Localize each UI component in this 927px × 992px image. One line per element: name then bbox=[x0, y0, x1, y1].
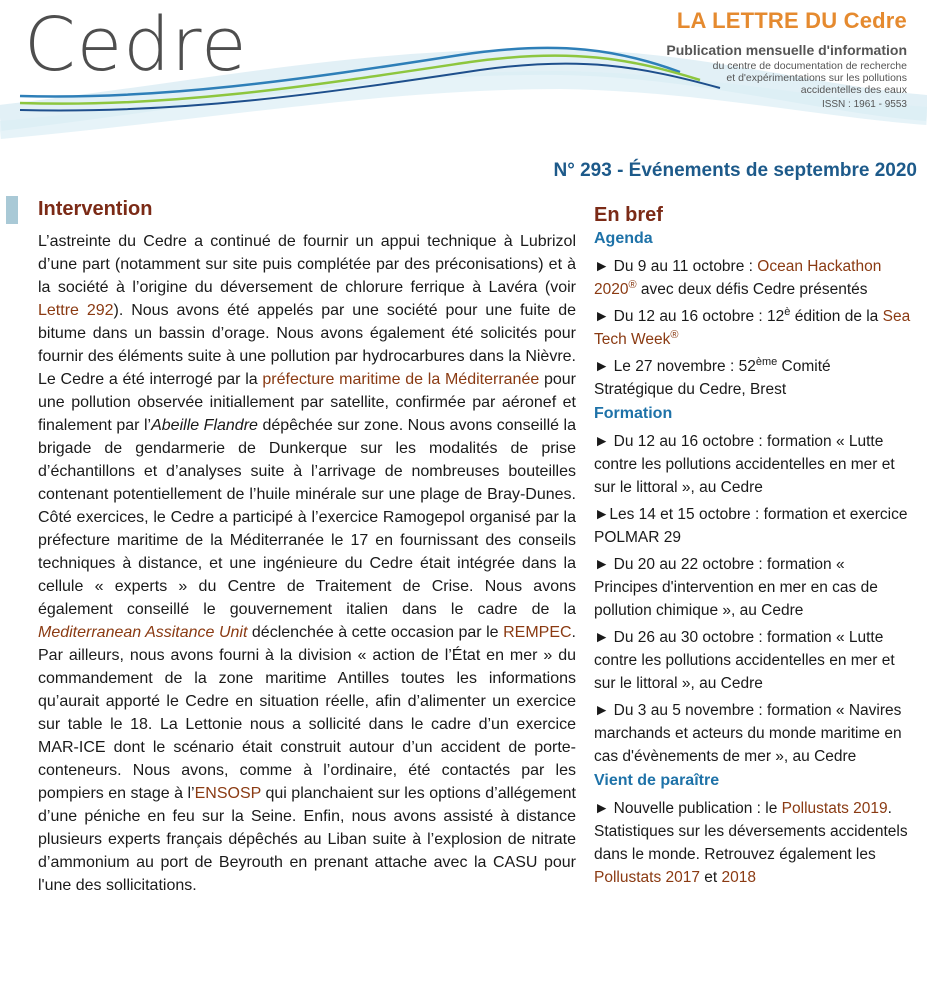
ship-name: Abeille Flandre bbox=[151, 417, 258, 434]
item-text: . Statistiques sur les déversements accidentels dans le monde. Retrouvez également les bbox=[594, 800, 908, 863]
item-text: ► Le 27 novembre : 52 bbox=[594, 358, 756, 375]
link-sea-tech-week[interactable]: Sea Tech Week bbox=[594, 308, 911, 348]
formation-item: ► Du 20 au 22 octobre : formation « Principes d'intervention en mer en cas de pollution chimique », au Cedre bbox=[594, 556, 878, 619]
link-rempec[interactable]: REMPEC bbox=[503, 624, 572, 641]
section-marker bbox=[6, 196, 18, 224]
registered-mark: ® bbox=[670, 328, 679, 341]
body-text: déclenchée à cette occasion par le bbox=[247, 624, 504, 641]
link-prefecture-maritime[interactable]: préfecture maritime de la Méditerranée bbox=[262, 371, 540, 388]
item-text: édition de la bbox=[790, 308, 883, 325]
link-pollustats-2019[interactable]: Pollustats 2019 bbox=[781, 800, 888, 817]
publication-block bbox=[547, 8, 907, 110]
agenda-item bbox=[594, 355, 912, 401]
item-text: et bbox=[700, 869, 722, 886]
agenda-heading: Agenda bbox=[594, 230, 653, 247]
description-line: accidentelles des eaux bbox=[800, 84, 907, 96]
item-text: avec deux défis Cedre présentés bbox=[636, 281, 868, 298]
body-text: . Par ailleurs, nous avons fourni à la division « action de l’État en mer » du commandement de la zone maritime Antilles toutes les informations qu’aurait apporté le Cedre en situation réelle, afin d’alimenter un exercice sur table le 18. La Lettonie nous a sollicité dans le cadre d’un exercice MAR-ICE dont le scénario était construit autour d’un accident de porte-conteneurs. Nous avons, comme à l’ordinaire, été contactés par les pompiers en stage à l’ bbox=[38, 624, 576, 802]
newsletter-title: LA LETTRE DU Cedre bbox=[676, 8, 907, 33]
item-text: ► Du 12 au 16 octobre : 12 bbox=[594, 308, 785, 325]
issn: ISSN : 1961 - 9553 bbox=[821, 99, 907, 110]
link-ocean-hackathon[interactable]: Ocean Hackathon 2020 bbox=[594, 258, 882, 298]
publication-item bbox=[594, 797, 912, 889]
link-pollustats-2017[interactable]: Pollustats 2017 bbox=[594, 869, 700, 886]
page-header bbox=[0, 0, 927, 150]
intervention-body bbox=[38, 230, 576, 897]
body-text: dépêchée sur zone. Nous avons conseillé la brigade de gendarmerie de Dunkerque sur les modalités de prise d’échantillons et d’analyses suite à l’arrivage de nombreuses bouteilles contenant potentiellement de l’huile minérale sur une plage de Bray-Dunes. Côté exercices, le Cedre a participé à l’exercice Ramogepol organisé par la préfecture maritime de la Méditerranée le 17 en fournissant des conseils techniques à distance, et une ingénieure du Cedre était intégrée dans la cellule « experts » du Centre de Traitement de Crise. Nous avons également conseillé le gouvernement italien dans le cadre de la bbox=[38, 417, 576, 618]
link-mediterranean-assistance-unit[interactable]: Mediterranean Assitance Unit bbox=[38, 624, 248, 641]
registered-mark: ® bbox=[628, 278, 637, 291]
body-text: pour une pollution observée initiallement par satellite, confirmée par aéronef et finalement par l’ bbox=[38, 371, 577, 434]
formation-item: ►Les 14 et 15 octobre : formation et exercice POLMAR 29 bbox=[594, 506, 908, 546]
agenda-item bbox=[594, 255, 912, 301]
item-text: ► Du 9 au 11 octobre : bbox=[594, 258, 758, 275]
formation-item: ► Du 26 au 30 octobre : formation « Lutte contre les pollutions accidentelles en mer et sur le littoral », au Cedre bbox=[594, 629, 895, 692]
link-ensosp[interactable]: ENSOSP bbox=[194, 785, 262, 802]
description-line: et d'expérimentations sur les pollutions bbox=[726, 72, 907, 84]
description-line: du centre de documentation de recherche bbox=[712, 60, 907, 72]
link-lettre-292[interactable]: Lettre 292 bbox=[38, 302, 114, 319]
cedre-logo: Cedre bbox=[24, 2, 248, 88]
intervention-heading: Intervention bbox=[38, 198, 153, 220]
body-text: qui planchaient sur les options d’allégement d’une péniche en feu sur la Seine. Enfin, nous avons assisté à distance plusieurs experts français dépêchés au Liban suite à l’explosion de nitrate d’ammonium au port de Beyrouth en prenant attache avec la CASU pour l'une des sollicitations. bbox=[38, 785, 576, 894]
formation-heading: Formation bbox=[594, 405, 673, 422]
vient-de-paraitre-heading: Vient de paraître bbox=[594, 772, 720, 789]
item-text: ► Nouvelle publication : le bbox=[594, 800, 782, 817]
body-text: L’astreinte du Cedre a continué de fournir un appui technique à Lubrizol d’une part (notamment sur site puis complétée par des préconisations) et à la société à l’origine du déversement de chlorure ferrique à Lavéra (voir bbox=[38, 233, 576, 296]
issue-title: N° 293 - Événements de septembre 2020 bbox=[553, 160, 917, 181]
formation-item: ► Du 3 au 5 novembre : formation « Navires marchands et acteurs du monde maritime en cas d'évènements de mer », au Cedre bbox=[594, 702, 902, 765]
item-text: Comité Stratégique du Cedre, Brest bbox=[594, 358, 831, 398]
body-text: ). Nous avons été appelés par une société pour une fuite de bitume dans un bassin d’orage. Nous avons également été solicités pour fournir des éléments suite à une pollution par hydrocarbures dans la Nièvre. Le Cedre a été interrogé par la bbox=[38, 302, 576, 388]
newsletter-description bbox=[547, 60, 907, 96]
newsletter-subtitle: Publication mensuelle d'information bbox=[666, 42, 907, 58]
en-bref-section bbox=[594, 204, 912, 893]
formation-item: ► Du 12 au 16 octobre : formation « Lutte contre les pollutions accidentelles en mer et sur le littoral », au Cedre bbox=[594, 433, 895, 496]
agenda-item bbox=[594, 305, 912, 351]
ordinal-suffix: è bbox=[784, 305, 791, 318]
en-bref-heading: En bref bbox=[594, 204, 663, 226]
link-pollustats-2018[interactable]: 2018 bbox=[721, 869, 757, 886]
ordinal-suffix: ème bbox=[755, 355, 778, 368]
